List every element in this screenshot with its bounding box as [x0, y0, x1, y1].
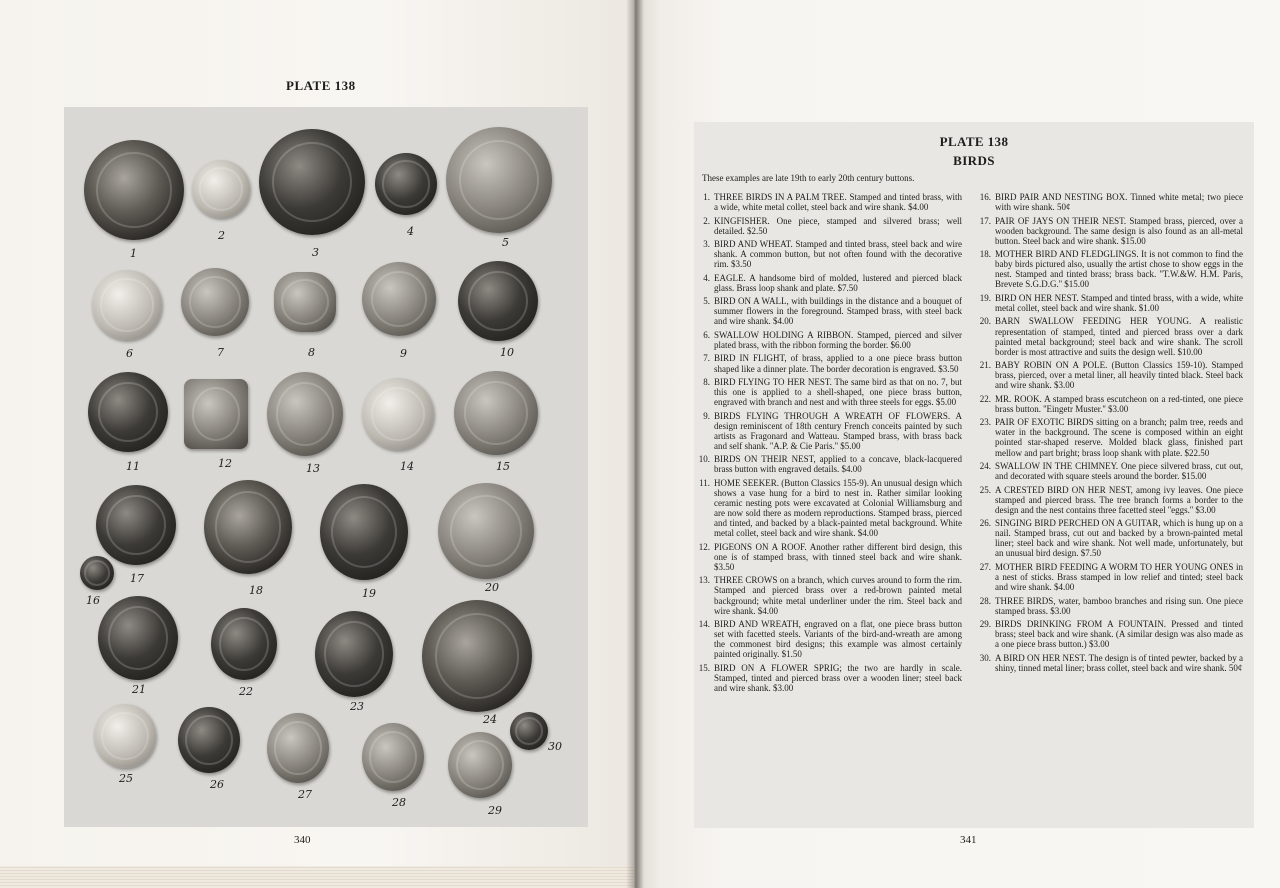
page-edges [0, 866, 634, 888]
entry [977, 653, 1243, 673]
button-number-23: 23 [350, 700, 364, 713]
right-plate-title: PLATE 138 [939, 134, 1009, 149]
entry [977, 417, 1243, 457]
entry-text: SWALLOW IN THE CHIMNEY. One piece silvered brass, cut out, and decorated with square steels around the border. $15.00 [995, 461, 1243, 482]
entry-number: 13. [698, 575, 710, 586]
button-photo-14 [362, 378, 434, 450]
button-photo-18 [204, 480, 292, 574]
entry-number: 2. [703, 215, 710, 226]
entry-text: BIRD PAIR AND NESTING BOX. Tinned white metal; two piece with wire shank. 50¢ [995, 192, 1243, 213]
button-number-25: 25 [119, 772, 133, 785]
button-photo-plate [64, 107, 588, 827]
entry-text: THREE BIRDS, water, bamboo branches and rising sun. One piece stamped brass. $3.00 [995, 595, 1243, 616]
entry-number: 19. [979, 292, 991, 303]
button-photo-17 [96, 485, 176, 565]
entry-text: BIRD ON A FLOWER SPRIG; the two are hardly in scale. Stamped, tinted and pierced brass over a wooden liner; steel back and wire shank. $3.00 [714, 662, 962, 693]
entry-number: 26. [979, 518, 991, 529]
book-gutter [626, 0, 644, 888]
button-photo-4 [375, 153, 437, 215]
button-photo-21 [98, 596, 178, 680]
button-number-3: 3 [312, 246, 319, 259]
button-photo-2 [192, 160, 250, 218]
entry [977, 596, 1243, 616]
entry [696, 478, 962, 538]
button-photo-5 [446, 127, 552, 233]
button-photo-19 [320, 484, 408, 580]
entry [696, 619, 962, 659]
button-number-11: 11 [126, 460, 140, 473]
left-page-number: 340 [294, 834, 311, 846]
entry-text: MOTHER BIRD AND FLEDGLINGS. It is not common to find the baby birds pictured also, usually the artist chose to show eggs in the nest. Stamped and tinted brass; brass back. ''T.W.&W. H.M. Paris, Brevete S.G.D.G.'' $15.00 [995, 249, 1243, 290]
entry [696, 216, 962, 236]
entry [696, 377, 962, 407]
entry [696, 192, 962, 212]
entry-text: EAGLE. A handsome bird of molded, lustered and pierced black glass. Brass loop shank and plate. $7.50 [714, 272, 962, 293]
entry [696, 542, 962, 572]
entry [696, 273, 962, 293]
button-photo-13 [267, 372, 343, 456]
button-photo-27 [267, 713, 329, 783]
button-photo-12 [184, 379, 248, 449]
entry-text: BIRD ON A WALL, with buildings in the distance and a bouquet of summer flowers in the foreground. Stamped brass, with steel back and wire shank. $4.00 [714, 296, 962, 327]
entry [977, 562, 1243, 592]
entry-number: 6. [703, 329, 710, 340]
button-number-8: 8 [308, 346, 315, 359]
button-photo-26 [178, 707, 240, 773]
button-number-6: 6 [126, 347, 133, 360]
right-page [634, 0, 1280, 888]
entry-number: 9. [703, 410, 710, 421]
button-number-16: 16 [86, 594, 100, 607]
intro-text: These examples are late 19th to early 20th century buttons. [702, 173, 915, 183]
button-number-27: 27 [298, 788, 312, 801]
entry-number: 10. [698, 454, 710, 465]
entry-number: 1. [703, 192, 710, 202]
entry-text: BIRDS ON THEIR NEST, applied to a concave, black-lacquered brass button with engraved details. $4.00 [714, 454, 962, 475]
entry-text: SINGING BIRD PERCHED ON A GUITAR, which is hung up on a nail. Stamped brass, cut out and backed by a brown-painted metal liner; steel back and wire shank. Not well made, unfortunately, but an unusual bird design. $7.50 [995, 518, 1243, 559]
entry-text: BIRD IN FLIGHT, of brass, applied to a one piece brass button shaped like a dinner plate. The border decoration is engraved. $3.50 [714, 353, 962, 374]
button-number-4: 4 [407, 225, 414, 238]
button-number-5: 5 [502, 236, 509, 249]
button-photo-30 [510, 712, 548, 750]
entry-number: 24. [979, 461, 991, 471]
entry-number: 5. [703, 296, 710, 307]
button-photo-10 [458, 261, 538, 341]
button-number-7: 7 [217, 346, 224, 359]
button-photo-6 [92, 270, 162, 340]
entry-text: THREE CROWS on a branch, which curves around to form the rim. Stamped and pierced brass over a red-brown painted metal background; white metal underliner under the rim. Steel back and wire shank. $4.00 [714, 575, 962, 616]
entry [977, 316, 1243, 356]
button-number-21: 21 [132, 683, 146, 696]
button-number-19: 19 [362, 587, 376, 600]
entry-number: 20. [979, 316, 991, 327]
entry-number: 16. [979, 192, 991, 202]
entry-text: BIRDS DRINKING FROM A FOUNTAIN. Pressed and tinted brass; steel back and wire shank. (A similar design was also made as a one piece brass button.) $3.00 [995, 619, 1243, 650]
button-number-2: 2 [218, 229, 225, 242]
entry-number: 29. [979, 619, 991, 630]
button-number-12: 12 [218, 457, 232, 470]
button-number-1: 1 [130, 247, 137, 260]
left-page [0, 0, 634, 888]
entry-number: 27. [979, 561, 991, 572]
button-photo-29 [448, 732, 512, 798]
button-photo-3 [259, 129, 365, 235]
entry-text: SWALLOW HOLDING A RIBBON. Stamped, pierced and silver plated brass, with the ribbon forming the border. $6.00 [714, 329, 962, 350]
entry-text: BIRDS FLYING THROUGH A WREATH OF FLOWERS. A design reminiscent of 18th century French conceits painted by such artists as Fragonard and Watteau. Stamped brass, with brass back and self shank. ''A.P. & Cie Paris.'' $5.00 [714, 410, 962, 451]
entry [696, 239, 962, 269]
button-photo-7 [181, 268, 249, 336]
entry-text: BIRD ON HER NEST. Stamped and tinted brass, with a wide, white metal collet, steel back and wire shank. $1.00 [995, 292, 1243, 313]
entry [696, 663, 962, 693]
entry [977, 360, 1243, 390]
entry-number: 8. [703, 376, 710, 387]
entry [696, 296, 962, 326]
button-photo-28 [362, 723, 424, 791]
left-plate-title: PLATE 138 [286, 78, 356, 93]
button-photo-11 [88, 372, 168, 452]
entry-text: PIGEONS ON A ROOF. Another rather different bird design, this one is of stamped brass, with tinned steel back and wire shank. $3.50 [714, 541, 962, 572]
entry [977, 216, 1243, 246]
entry [696, 411, 962, 451]
entry [977, 518, 1243, 558]
entry-number: 18. [979, 249, 991, 260]
button-number-24: 24 [483, 713, 497, 726]
entry [977, 293, 1243, 313]
button-number-15: 15 [496, 460, 510, 473]
entry-text: PAIR OF EXOTIC BIRDS sitting on a branch; palm tree, reeds and water in the background. The scene is composed within an eight pointed star-shaped reserve. Molded black glass, finished part mellow and part bright; brass loop shank with plate. $22.50 [995, 417, 1243, 458]
button-number-28: 28 [392, 796, 406, 809]
entry [696, 330, 962, 350]
button-photo-16 [80, 556, 114, 590]
button-number-30: 30 [548, 740, 562, 753]
entry-number: 30. [979, 652, 991, 663]
button-photo-20 [438, 483, 534, 579]
entry-number: 12. [698, 541, 710, 552]
entry-text: MOTHER BIRD FEEDING A WORM TO HER YOUNG ONES in a nest of sticks. Brass stamped in low relief and tinted; steel back and wire shank. $4.00 [995, 561, 1243, 593]
button-number-29: 29 [488, 804, 502, 817]
button-number-14: 14 [400, 460, 414, 473]
button-photo-1 [84, 140, 184, 240]
entry-text: A BIRD ON HER NEST. The design is of tinted pewter, backed by a shiny, tinned metal liner; brass collet, steel back and wire shank. 50¢ [995, 652, 1244, 673]
entry [977, 192, 1243, 212]
entry-number: 14. [698, 619, 710, 630]
entry-number: 21. [979, 360, 991, 371]
button-number-10: 10 [500, 346, 514, 359]
button-photo-22 [211, 608, 277, 680]
entries-column-right [977, 192, 1243, 676]
entry [977, 619, 1243, 649]
entry-text: BIRD AND WREATH, engraved on a flat, one piece brass button set with facetted steels. Variants of the bird-and-wreath are among the commonest bird designs; this example was almost certainly painted originally. $1.50 [714, 619, 962, 660]
right-page-number: 341 [960, 834, 977, 846]
entry [696, 353, 962, 373]
entry-number: 15. [698, 662, 710, 673]
button-photo-25 [94, 704, 156, 768]
text-panel [694, 122, 1254, 828]
entry-text: BIRD AND WHEAT. Stamped and tinted brass, steel back and wire shank. A common button, but not often found with the decorative rim. $3.50 [714, 239, 962, 270]
entry-number: 4. [703, 272, 710, 283]
button-number-18: 18 [249, 584, 263, 597]
entry-text: PAIR OF JAYS ON THEIR NEST. Stamped brass, pierced, over a wooden background. The same design is also found as an all-metal button. Steel back and wire shank. $15.00 [995, 215, 1243, 246]
entry [977, 461, 1243, 481]
button-number-22: 22 [239, 685, 253, 698]
entry-text: BARN SWALLOW FEEDING HER YOUNG. A realistic representation of stamped, tinted and pierced brass over a dark painted metal background; steel back and wire shank. The scroll border is most attractive and suits the design well. $10.00 [995, 316, 1243, 357]
entry-text: KINGFISHER. One piece, stamped and silvered brass; well detailed. $2.50 [714, 215, 962, 236]
entries-column-left [696, 192, 962, 696]
section-title: BIRDS [953, 153, 995, 168]
button-number-9: 9 [400, 347, 407, 360]
button-photo-15 [454, 371, 538, 455]
button-number-17: 17 [130, 572, 144, 585]
entry-number: 28. [979, 595, 991, 606]
button-number-20: 20 [485, 581, 499, 594]
button-number-26: 26 [210, 778, 224, 791]
entry-number: 3. [703, 239, 710, 250]
button-photo-24 [422, 600, 532, 712]
button-photo-23 [315, 611, 393, 697]
entry-number: 17. [979, 215, 991, 226]
entry [977, 485, 1243, 515]
entry-number: 11. [699, 477, 710, 488]
button-photo-8 [274, 272, 336, 332]
entry [977, 394, 1243, 414]
entry-text: HOME SEEKER. (Button Classics 155-9). An unusual design which shows a vase hung for a bird to nest in. Rather similar looking ceramic nesting pots were excavated at Colonial Williamsburg and are now sold there as modern reproductions. Stamped brass, pierced and tinted, and backed by a black-painted metal background. White metal collet, steel back and wire shank. $4.00 [714, 477, 962, 539]
button-number-13: 13 [306, 462, 320, 475]
entry-number: 22. [979, 393, 991, 404]
entry-number: 23. [979, 417, 991, 428]
entry [696, 575, 962, 615]
button-photo-9 [362, 262, 436, 336]
entry-number: 7. [703, 353, 710, 364]
entry-number: 25. [979, 484, 991, 495]
entry [977, 249, 1243, 289]
entry-text: THREE BIRDS IN A PALM TREE. Stamped and tinted brass, with a wide, white metal collet, steel back and wire shank. $4.00 [714, 192, 962, 213]
entry [696, 454, 962, 474]
entry-text: BABY ROBIN ON A POLE. (Button Classics 159-10). Stamped brass, pierced, over a metal liner, all heavily tinted black. Steel back and wire shank. $3.00 [995, 360, 1243, 391]
entry-text: MR. ROOK. A stamped brass escutcheon on a red-tinted, one piece brass button. ''Eingetr Muster.'' $3.00 [995, 393, 1243, 414]
entry-text: A CRESTED BIRD ON HER NEST, among ivy leaves. One piece stamped and pierced brass. The tree branch forms a border to the design and the nest contains three facetted steel ''eggs.'' $3.00 [995, 484, 1243, 515]
entry-text: BIRD FLYING TO HER NEST. The same bird as that on no. 7, but this one is applied to a shell-shaped, one piece brass button, engraved with branch and nest and with three steels for eggs. $5.00 [714, 376, 962, 408]
